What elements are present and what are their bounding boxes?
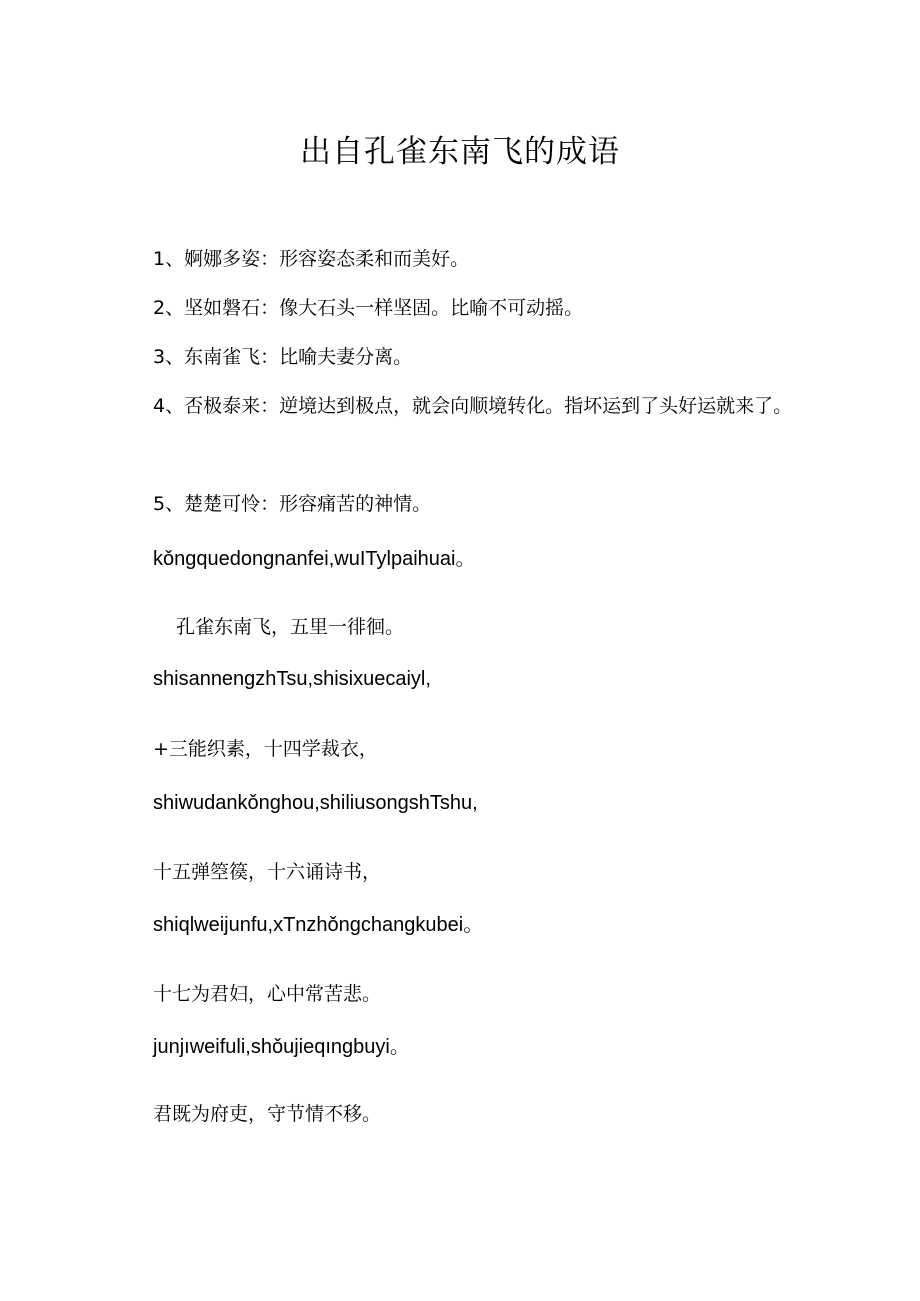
poem-line-2: +三能织素，十四学裁衣，: [153, 738, 378, 760]
idiom-item-3: 3、东南雀飞：比喻夫妻分离。: [153, 346, 413, 368]
page-title: 出自孔雀东南飞的成语: [300, 134, 620, 170]
idiom-item-2: 2、坚如磐石：像大石头一样坚固。比喻不可动摇。: [153, 297, 584, 319]
poem-line-1: 孔雀东南飞，五里一徘徊。: [176, 616, 405, 638]
poem-pinyin-1: kǒngquedongnanfei,wuITylpaihuai。: [153, 548, 476, 570]
poem-pinyin-2: shisannengzhTsu,shisixuecaiyl,: [153, 668, 431, 690]
idiom-item-1: 1、婀娜多姿：形容姿态柔和而美好。: [153, 248, 470, 270]
poem-pinyin-3: shiwudankǒnghou,shiliusongshTshu,: [153, 792, 478, 814]
poem-pinyin-4: shiqlweijunfu,xTnzhǒngchangkubei。: [153, 914, 484, 936]
poem-line-4: 十七为君妇，心中常苦悲。: [153, 983, 382, 1005]
poem-line-5: 君既为府吏，守节情不移。: [153, 1103, 382, 1125]
idiom-item-4: 4、否极泰来：逆境达到极点，就会向顺境转化。指坏运到了头好运就来了。: [153, 395, 793, 417]
poem-pinyin-5: junjıweifuli,shǒujieqıngbuyi。: [153, 1036, 410, 1058]
poem-line-3: 十五弹箜篌，十六诵诗书，: [153, 861, 382, 883]
idiom-item-5: 5、楚楚可怜：形容痛苦的神情。: [153, 493, 432, 515]
